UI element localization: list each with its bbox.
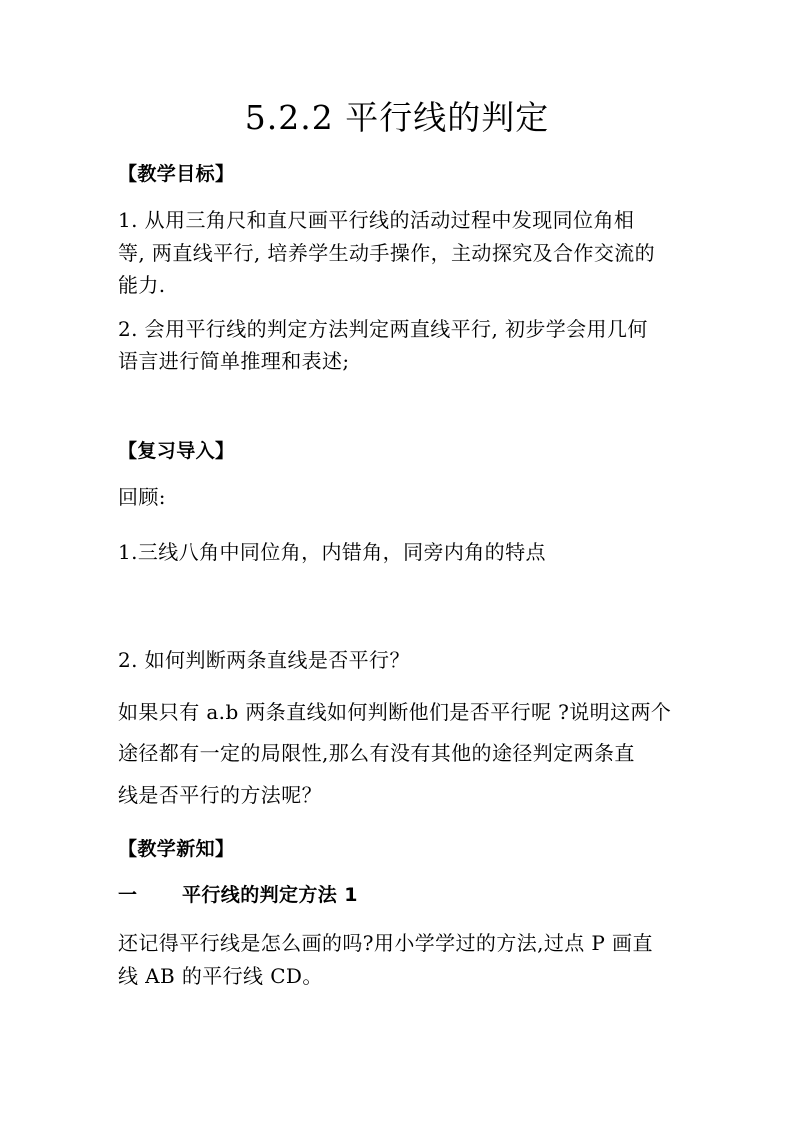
review-paragraph-line-3: 线是否平行的方法呢？ xyxy=(118,783,322,807)
section-number: 一 xyxy=(118,884,138,906)
new-knowledge-paragraph-line-1: 还记得平行线是怎么画的吗?用小学学过的方法,过点 P 画直 xyxy=(118,931,653,955)
goal-1-line-1: 1. 从用三角尺和直尺画平行线的活动过程中发现同位角相 xyxy=(118,208,635,232)
goal-2-line-2: 语言进行简单推理和表述; xyxy=(118,349,350,373)
new-knowledge-paragraph-line-2: 线 AB 的平行线 CD。 xyxy=(118,964,323,988)
review-paragraph-line-2: 途径都有一定的局限性,那么有没有其他的途径判定两条直 xyxy=(118,741,635,765)
document-title: 5.2.2 平行线的判定 xyxy=(244,98,550,137)
goal-1-line-3: 能力. xyxy=(118,273,166,297)
teaching-goals-heading: 【教学目标】 xyxy=(118,163,235,185)
section-heading xyxy=(118,880,358,910)
review-heading: 【复习导入】 xyxy=(118,440,235,462)
section-title: 平行线的判定方法 1 xyxy=(182,884,358,906)
review-question-2: 2. 如何判断两条直线是否平行？ xyxy=(118,648,410,672)
review-question-1: 1.三线八角中同位角，内错角，同旁内角的特点 xyxy=(118,540,546,564)
goal-2-line-1: 2. 会用平行线的判定方法判定两直线平行, 初步学会用几何 xyxy=(118,317,648,341)
review-paragraph-line-1: 如果只有 a.b 两条直线如何判断他们是否平行呢 ?说明这两个 xyxy=(118,700,672,724)
new-knowledge-heading: 【教学新知】 xyxy=(118,838,235,860)
review-intro: 回顾: xyxy=(118,485,166,509)
goal-1-line-2: 等, 两直线平行, 培养学生动手操作，主动探究及合作交流的 xyxy=(118,241,656,265)
